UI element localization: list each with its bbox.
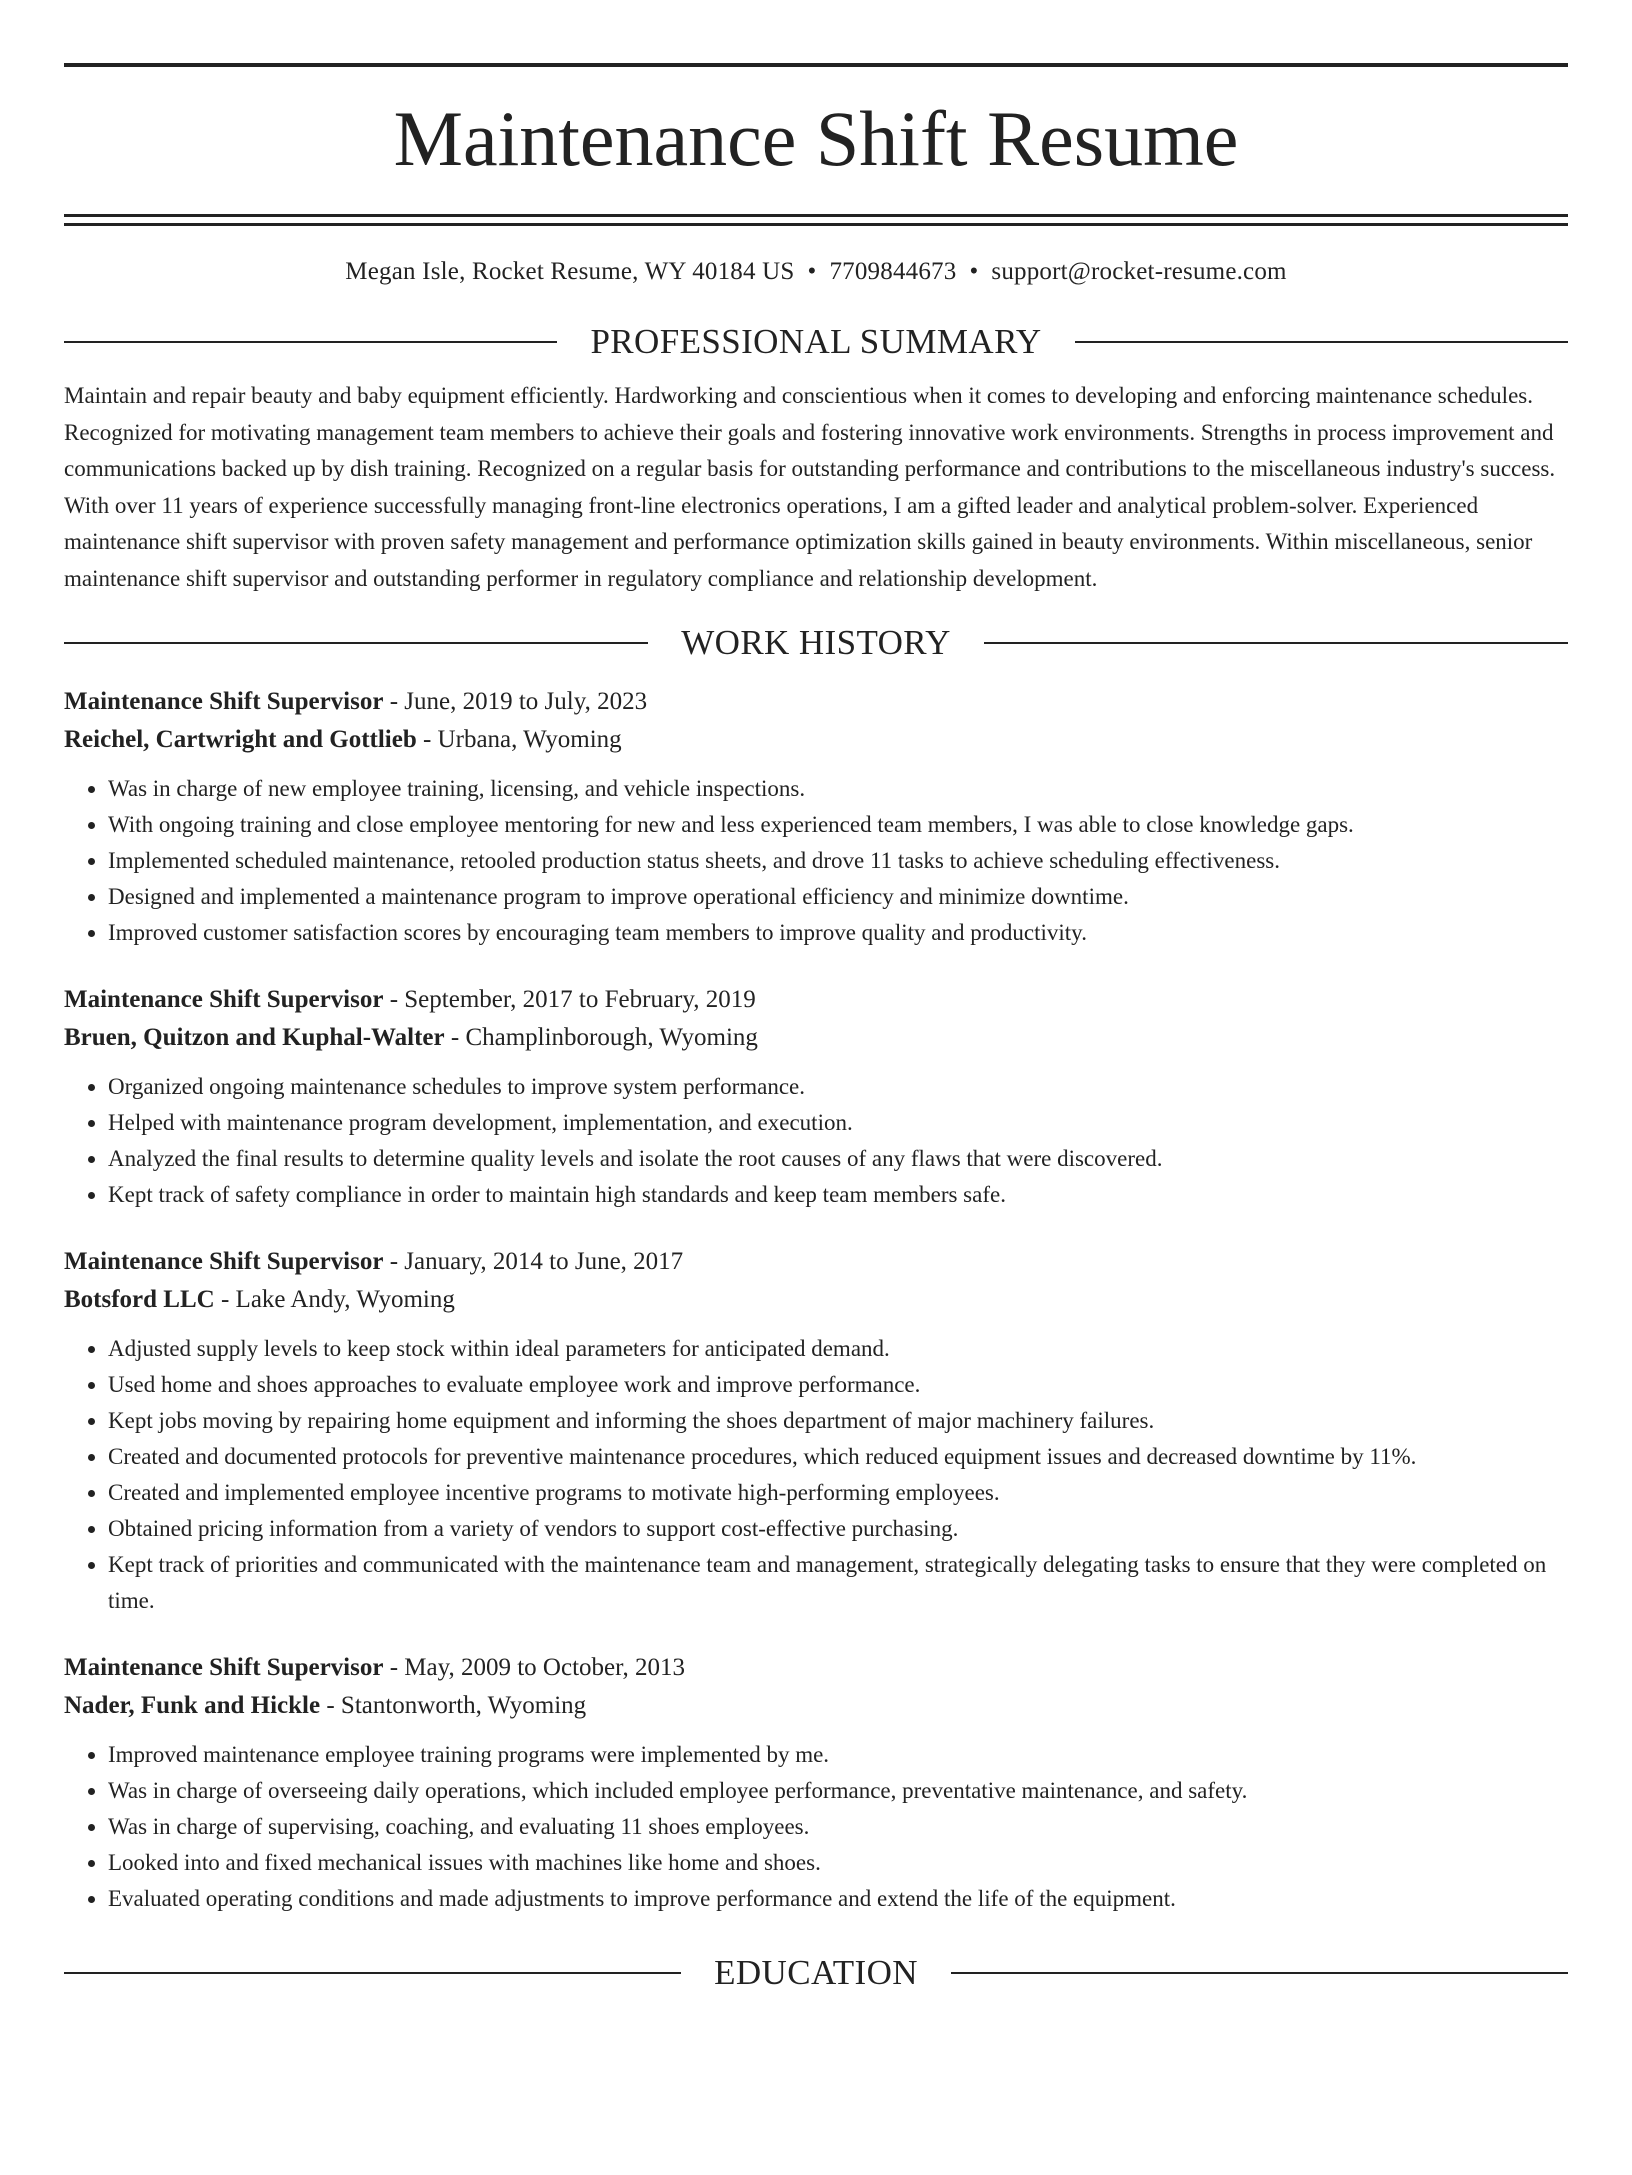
contact-separator: •: [969, 258, 979, 285]
job-bullet-list: [64, 1331, 1568, 1619]
job-bullet: • Was in charge of new employee training, licensing, and vehicle inspections.: [108, 771, 1568, 807]
job-company-line: [64, 1687, 1568, 1725]
section-heading-label: PROFESSIONAL SUMMARY: [590, 322, 1042, 361]
job-bullet-list: [64, 1737, 1568, 1917]
job-dates: - September, 2017 to February, 2019: [383, 986, 756, 1013]
job-bullet: • Created and documented protocols for preventive maintenance procedures, which reduced equipment issues and decreased downtime by 11%.: [108, 1439, 1568, 1475]
section-heading-education: [64, 1951, 1568, 1995]
heading-rule-left: [64, 642, 648, 644]
job-title: Maintenance Shift Supervisor: [64, 688, 384, 715]
job-location: - Champlinborough, Wyoming: [444, 1024, 758, 1051]
professional-summary-text: Maintain and repair beauty and baby equipment efficiently. Hardworking and conscientious when it comes to developing and enforcing maintenance schedules. Recognized for motivating management team members to achieve their goals and fostering innovative work environments. Strengths in process improvement and communications backed up by dish training. Recognized on a regular basis for outstanding performance and contributions to the miscellaneous industry's success. With over 11 years of experience successfully managing front-line electronics operations, I am a gifted leader and analytical problem-solver. Experienced maintenance shift supervisor with proven safety management and performance optimization skills gained in beauty environments. Within miscellaneous, senior maintenance shift supervisor and outstanding performer in regulatory compliance and relationship development.: [64, 383, 1556, 591]
job-bullet-list: [64, 1069, 1568, 1213]
job-entry: [64, 1649, 1568, 1917]
contact-phone: 7709844673: [829, 258, 957, 285]
job-bullet-list: [64, 771, 1568, 951]
job-entry: [64, 1243, 1568, 1619]
job-bullet: • Was in charge of overseeing daily operations, which included employee performance, preventative maintenance, and safety.: [108, 1773, 1568, 1809]
job-location: - Urbana, Wyoming: [416, 726, 622, 753]
job-bullet: • Analyzed the final results to determine quality levels and isolate the root causes of any flaws that were discovered.: [108, 1141, 1568, 1177]
job-bullet: • Kept track of priorities and communicated with the maintenance team and management, strategically delegating tasks to ensure that they were completed on time.: [108, 1547, 1568, 1619]
job-bullet: • Implemented scheduled maintenance, retooled production status sheets, and drove 11 tasks to achieve scheduling effectiveness.: [108, 843, 1568, 879]
job-bullet: • With ongoing training and close employee mentoring for new and less experienced team members, I was able to close knowledge gaps.: [108, 807, 1568, 843]
job-bullet: • Was in charge of supervising, coaching, and evaluating 11 shoes employees.: [108, 1809, 1568, 1845]
section-heading-summary: [64, 320, 1568, 364]
section-heading-work-history: [64, 621, 1568, 665]
job-title-line: [64, 683, 1568, 721]
job-bullet: • Kept jobs moving by repairing home equipment and informing the shoes department of major machinery failures.: [108, 1403, 1568, 1439]
job-bullet: • Kept track of safety compliance in order to maintain high standards and keep team members safe.: [108, 1177, 1568, 1213]
job-bullet: • Helped with maintenance program development, implementation, and execution.: [108, 1105, 1568, 1141]
contact-email: support@rocket-resume.com: [991, 258, 1287, 285]
job-bullet: • Looked into and fixed mechanical issues with machines like home and shoes.: [108, 1845, 1568, 1881]
heading-rule-right: [1075, 341, 1568, 343]
job-title-line: [64, 1243, 1568, 1281]
contact-line: [64, 254, 1568, 290]
job-bullet: • Improved customer satisfaction scores by encouraging team members to improve quality and productivity.: [108, 915, 1568, 951]
job-company: Botsford LLC: [64, 1286, 215, 1313]
contact-separator: •: [807, 258, 817, 285]
job-bullet: • Improved maintenance employee training programs were implemented by me.: [108, 1737, 1568, 1773]
section-heading-label: EDUCATION: [714, 1953, 918, 1992]
job-bullet: • Used home and shoes approaches to evaluate employee work and improve performance.: [108, 1367, 1568, 1403]
title-double-rule: [64, 214, 1568, 226]
job-bullet: • Evaluated operating conditions and made adjustments to improve performance and extend the life of the equipment.: [108, 1881, 1568, 1917]
heading-rule-right: [951, 1972, 1568, 1974]
job-bullet: • Obtained pricing information from a variety of vendors to support cost-effective purchasing.: [108, 1511, 1568, 1547]
job-bullet: • Adjusted supply levels to keep stock within ideal parameters for anticipated demand.: [108, 1331, 1568, 1367]
heading-rule-right: [984, 642, 1568, 644]
job-company-line: [64, 721, 1568, 759]
job-bullet: • Designed and implemented a maintenance program to improve operational efficiency and minimize downtime.: [108, 879, 1568, 915]
heading-rule-left: [64, 1972, 681, 1974]
job-company-line: [64, 1281, 1568, 1319]
heading-rule-left: [64, 341, 557, 343]
job-dates: - June, 2019 to July, 2023: [383, 688, 648, 715]
job-bullet: • Created and implemented employee incentive programs to motivate high-performing employees.: [108, 1475, 1568, 1511]
job-title-line: [64, 981, 1568, 1019]
job-location: - Stantonworth, Wyoming: [320, 1692, 587, 1719]
job-company-line: [64, 1019, 1568, 1057]
job-company: Nader, Funk and Hickle: [64, 1692, 321, 1719]
top-rule: [64, 63, 1568, 67]
job-dates: - May, 2009 to October, 2013: [383, 1654, 685, 1681]
page-title: Maintenance Shift Resume: [393, 95, 1239, 182]
job-bullet: • Organized ongoing maintenance schedules to improve system performance.: [108, 1069, 1568, 1105]
job-title: Maintenance Shift Supervisor: [64, 986, 384, 1013]
job-title: Maintenance Shift Supervisor: [64, 1654, 384, 1681]
job-entry: [64, 683, 1568, 951]
resume-page: [0, 63, 1632, 2175]
job-company: Bruen, Quitzon and Kuphal-Walter: [64, 1024, 445, 1051]
contact-address: Megan Isle, Rocket Resume, WY 40184 US: [345, 258, 795, 285]
job-dates: - January, 2014 to June, 2017: [383, 1248, 684, 1275]
job-title-line: [64, 1649, 1568, 1687]
section-heading-label: WORK HISTORY: [681, 623, 951, 662]
job-location: - Lake Andy, Wyoming: [214, 1286, 455, 1313]
job-title: Maintenance Shift Supervisor: [64, 1248, 384, 1275]
job-company: Reichel, Cartwright and Gottlieb: [64, 726, 417, 753]
job-entry: [64, 981, 1568, 1213]
